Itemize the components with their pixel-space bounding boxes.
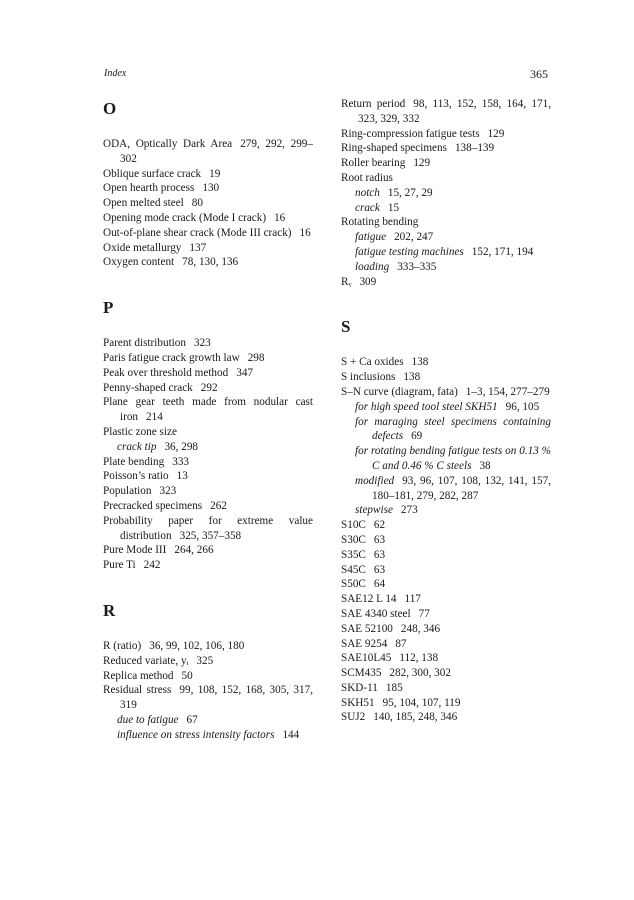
index-pages: 112, 138: [399, 652, 439, 665]
index-subentry: [341, 400, 551, 415]
index-term: R (ratio): [103, 639, 142, 652]
index-term: Open hearth process: [103, 182, 195, 195]
index-entry: [103, 639, 313, 654]
index-pages: 248, 346: [400, 622, 441, 635]
index-term: SAE 9254: [341, 637, 388, 650]
index-pages: 323: [193, 337, 211, 350]
index-term: SUJ2: [341, 711, 366, 724]
index-entry: [341, 607, 551, 622]
page-number: 365: [530, 67, 548, 81]
index-term: for rotating bending fatigue tests on 0.13 % C and 0.46 % C steels: [355, 445, 551, 472]
index-subentry: [341, 444, 551, 474]
index-pages: 325: [196, 654, 214, 667]
index-term: influence on stress intensity factors: [117, 728, 275, 741]
index-pages: 333: [172, 455, 189, 468]
index-entry: [341, 622, 551, 637]
index-pages: 262: [210, 499, 227, 512]
index-term: Plastic zone size: [103, 425, 177, 438]
index-term: crack: [355, 201, 380, 214]
index-pages: 36, 298: [164, 440, 199, 453]
index-entry: [103, 241, 313, 256]
index-entry: [341, 97, 551, 127]
index-pages: 69: [411, 430, 423, 443]
index-pages: 309: [359, 275, 377, 288]
index-term: SCM435: [341, 667, 382, 680]
index-entry: [103, 484, 313, 499]
index-pages: 78, 130, 136: [182, 256, 239, 269]
index-pages: 16: [299, 226, 311, 239]
index-pages: 140, 185, 248, 346: [373, 711, 458, 724]
index-entry: [341, 156, 551, 171]
index-term: Poisson’s ratio: [103, 470, 169, 483]
index-term: Paris fatigue crack growth law: [103, 351, 240, 364]
index-entry: [341, 385, 551, 400]
index-term: Root radius: [341, 171, 393, 184]
index-pages: 19: [209, 167, 221, 180]
index-pages: 129: [413, 157, 431, 170]
index-pages: 50: [181, 669, 193, 682]
index-term: due to fatigue: [117, 713, 179, 726]
index-pages: 144: [282, 728, 300, 741]
index-entry: [103, 137, 313, 167]
index-pages: 214: [146, 411, 163, 424]
index-term: crack tip: [117, 440, 157, 453]
index-term: Ring-compression fatigue tests: [341, 127, 480, 140]
index-pages: 16: [274, 211, 286, 224]
index-pages: 298: [247, 351, 265, 364]
index-subentry: [341, 245, 551, 260]
index-subentry: [341, 260, 551, 275]
index-pages: 138: [411, 356, 429, 369]
index-term: Oblique surface crack: [103, 167, 202, 180]
index-entry: [103, 366, 313, 381]
index-pages: 15, 27, 29: [387, 186, 433, 199]
index-term: Out-of-plane shear crack (Mode III crack): [103, 226, 292, 239]
index-term: Plate bending: [103, 455, 165, 468]
index-pages: 273: [400, 504, 418, 517]
index-term: Rotating bending: [341, 216, 419, 229]
index-entry: [341, 577, 551, 592]
index-pages: 63: [373, 548, 386, 561]
index-pages: 98, 113, 152, 158, 164, 171, 323, 329, 332: [358, 98, 551, 125]
index-entry: [341, 275, 551, 290]
index-entry: [103, 499, 313, 514]
index-pages: 325, 357–358: [179, 529, 242, 542]
running-header-section: Index: [104, 68, 127, 79]
index-entry: [103, 669, 313, 684]
index-entry: [341, 127, 551, 142]
index-entry: [341, 171, 551, 186]
index-pages: 63: [373, 563, 386, 576]
index-pages: 242: [143, 559, 161, 572]
index-term: Probability paper for extreme value distribution: [103, 514, 313, 542]
index-term: ODA, Optically Dark Area: [103, 138, 233, 150]
index-term: Parent distribution: [103, 337, 186, 350]
index-term: Rᵧ: [341, 275, 352, 288]
index-entry: [103, 336, 313, 351]
index-subentry: [341, 415, 551, 445]
index-subentry: [103, 728, 313, 743]
index-term: for maraging steel specimens containing defects: [355, 415, 551, 443]
index-entry: [103, 683, 313, 713]
index-entry: [341, 710, 551, 725]
index-term: fatigue testing machines: [355, 245, 464, 258]
index-pages: 138–139: [454, 142, 495, 155]
index-term: Peak over threshold method: [103, 366, 229, 379]
index-term: S + Ca oxides: [341, 356, 404, 369]
index-entry: [103, 181, 313, 196]
index-pages: 333–335: [397, 260, 437, 273]
index-entry: [341, 637, 551, 652]
index-term: for high speed tool steel SKH51: [355, 400, 498, 413]
index-term: Pure Mode III: [103, 544, 167, 557]
index-term: S50C: [341, 578, 366, 591]
index-term: SAE12 L 14: [341, 593, 397, 606]
index-subentry: [103, 713, 313, 728]
index-pages: 99, 108, 152, 168, 305, 317, 319: [120, 684, 314, 712]
index-term: Opening mode crack (Mode I crack): [103, 211, 267, 224]
index-entry: [103, 395, 313, 425]
index-pages: 264, 266: [174, 544, 214, 557]
index-entry: [103, 425, 313, 440]
index-pages: 96, 105: [505, 400, 540, 413]
index-pages: 62: [373, 519, 386, 532]
index-entry: [103, 558, 313, 573]
index-entry: [341, 563, 551, 578]
index-subentry: [341, 201, 551, 216]
index-subentry: [341, 474, 551, 504]
index-entry: [341, 592, 551, 607]
index-entry: [103, 167, 313, 182]
index-entry: [341, 533, 551, 548]
index-term: SAE 52100: [341, 622, 393, 635]
section-letter-o: O: [103, 99, 117, 118]
index-term: SAE 4340 steel: [341, 607, 411, 620]
index-subentry: [341, 230, 551, 245]
index-pages: 117: [404, 593, 421, 606]
index-pages: 137: [189, 241, 207, 254]
index-term: Reduced variate, yᵢ: [103, 654, 189, 667]
index-term: Open melted steel: [103, 197, 184, 210]
index-pages: 63: [373, 533, 386, 546]
index-entry: [341, 518, 551, 533]
index-term: S–N curve (diagram, fata): [341, 385, 458, 398]
index-pages: 38: [479, 459, 491, 472]
index-column-left: [103, 97, 313, 743]
index-pages: 87: [395, 637, 407, 650]
index-term: S10C: [341, 519, 366, 532]
index-pages: 93, 96, 107, 108, 132, 141, 157, 180–181, 279, 282, 287: [372, 474, 551, 502]
index-pages: 15: [387, 201, 400, 214]
index-pages: 323: [159, 485, 177, 498]
index-term: S35C: [341, 548, 366, 561]
index-pages: 129: [487, 127, 505, 140]
index-entry: [341, 370, 551, 385]
index-pages: 279, 292, 299–302: [120, 138, 313, 165]
index-pages: 130: [202, 182, 220, 195]
index-term: SAE10L45: [341, 652, 392, 665]
index-pages: 138: [403, 371, 421, 384]
index-term: Population: [103, 485, 152, 498]
index-pages: 347: [236, 366, 253, 379]
index-term: loading: [355, 260, 390, 273]
index-entry: [103, 196, 313, 211]
index-entry: [341, 651, 551, 666]
index-entry: [103, 255, 313, 270]
index-entry: [341, 355, 551, 370]
index-entry: [103, 543, 313, 558]
index-pages: 152, 171, 194: [471, 245, 534, 258]
index-entry: [341, 666, 551, 681]
index-term: S inclusions: [341, 371, 396, 384]
index-term: Return period: [341, 98, 406, 110]
index-term: Penny-shaped crack: [103, 381, 193, 394]
index-pages: 67: [186, 713, 198, 726]
index-subentry: [103, 440, 313, 455]
index-term: Residual stress: [103, 684, 172, 697]
index-term: Precracked specimens: [103, 499, 203, 512]
index-entry: [103, 455, 313, 470]
index-entry: [341, 681, 551, 696]
section-letter-r: R: [103, 600, 116, 620]
index-term: Oxide metallurgy: [103, 241, 182, 254]
index-pages: 64: [373, 578, 386, 591]
index-entry: [341, 141, 551, 156]
index-term: modified: [355, 474, 395, 487]
index-pages: 36, 99, 102, 106, 180: [149, 639, 245, 652]
section-letter-p: P: [103, 298, 114, 318]
index-term: Pure Ti: [103, 559, 136, 572]
index-subentry: [341, 186, 551, 201]
index-term: Replica method: [103, 669, 174, 682]
index-pages: 77: [418, 607, 430, 620]
index-term: Oxygen content: [103, 256, 175, 269]
index-pages: 13: [176, 470, 188, 483]
index-subentry: [341, 503, 551, 518]
index-term: S45C: [341, 563, 366, 576]
index-entry: [341, 215, 551, 230]
index-pages: 282, 300, 302: [389, 667, 451, 680]
index-entry: [103, 351, 313, 366]
index-pages: 292: [200, 381, 218, 394]
index-pages: 1–3, 154, 277–279: [465, 385, 550, 398]
index-entry: [341, 696, 551, 711]
index-column-right: [341, 97, 551, 725]
index-pages: 185: [385, 681, 403, 694]
index-term: stepwise: [355, 504, 393, 517]
index-pages: 95, 104, 107, 119: [382, 696, 461, 709]
index-entry: [103, 381, 313, 396]
index-entry: [103, 226, 313, 241]
index-entry: [103, 211, 313, 226]
index-entry: [341, 548, 551, 563]
index-term: SKH51: [341, 696, 375, 709]
index-term: notch: [355, 186, 380, 199]
index-term: SKD-11: [341, 681, 378, 694]
section-letter-s: S: [341, 317, 351, 337]
index-entry: [103, 654, 313, 669]
index-term: fatigue: [355, 231, 387, 244]
index-term: Roller bearing: [341, 157, 406, 170]
index-term: S30C: [341, 533, 366, 546]
index-entry: [103, 469, 313, 484]
index-pages: 80: [191, 197, 203, 210]
index-term: Plane gear teeth made from nodular cast iron: [103, 396, 313, 424]
index-term: Ring-shaped specimens: [341, 142, 447, 155]
index-entry: [103, 514, 313, 544]
index-pages: 202, 247: [394, 231, 434, 244]
